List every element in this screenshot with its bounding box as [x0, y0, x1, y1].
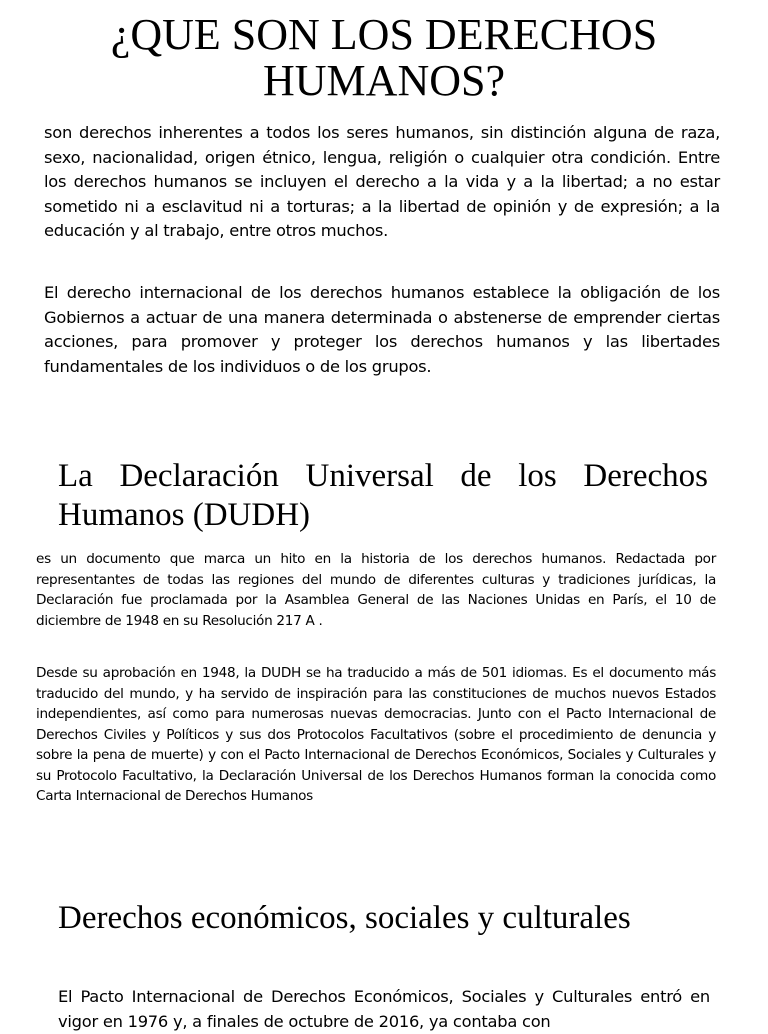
section-heading-dudh: La Declaración Universal de los Derechos Humanos (DUDH) — [58, 458, 708, 533]
section-heading-desc: Derechos económicos, sociales y culturales — [58, 900, 631, 936]
dudh-paragraph-history: es un documento que marca un hito en la historia de los derechos humanos. Redactada por representantes de todas las regiones del mundo de diferentes culturas y tradiciones jurídicas, la Declaración fue proclamada por la Asamblea General de las Naciones Unidas en París, el 10 de diciembre de 1948 en su Resolución 217 A . — [36, 551, 716, 629]
obligations-paragraph: El derecho internacional de los derechos humanos establece la obligación de los Gobiernos a actuar de una manera determinada o abstenerse de emprender ciertas acciones, para promover y proteger los derechos humanos y las libertades fundamentales de los individuos o de los grupos. — [44, 283, 720, 376]
page-title: ¿QUE SON LOS DERECHOS HUMANOS? — [110, 10, 658, 105]
dudh-paragraph-translations: Desde su aprobación en 1948, la DUDH se ha traducido a más de 501 idiomas. Es el documento más traducido del mundo, y ha servido de inspiración para las constituciones de muchos nuevos Estados independientes, así como para numerosas nuevas democracias. Junto con el Pacto Internacional de Derechos Civiles y Políticos y sus dos Protocolos Facultativos (sobre el procedimiento de denuncia y sobre la pena de muerte) y con el Pacto Internacional de Derechos Económicos, Sociales y Culturales y su Protocolo Facultativo, la Declaración Universal de los Derechos Humanos forman la conocida como Carta Internacional de Derechos Humanos — [36, 665, 716, 804]
intro-paragraph: son derechos inherentes a todos los seres humanos, sin distinción alguna de raza, sexo, nacionalidad, origen étnico, lengua, religión o cualquier otra condición. Entre los derechos humanos se incluyen el derecho a la vida y a la libertad; a no estar sometido ni a esclavitud ni a torturas; a la libertad de opinión y de expresión; a la educación y al trabajo, entre otros muchos. — [44, 123, 720, 240]
desc-paragraph: El Pacto Internacional de Derechos Económicos, Sociales y Culturales entró en vigor en 1976 y, a finales de octubre de 2016, ya contaba con — [58, 987, 710, 1031]
